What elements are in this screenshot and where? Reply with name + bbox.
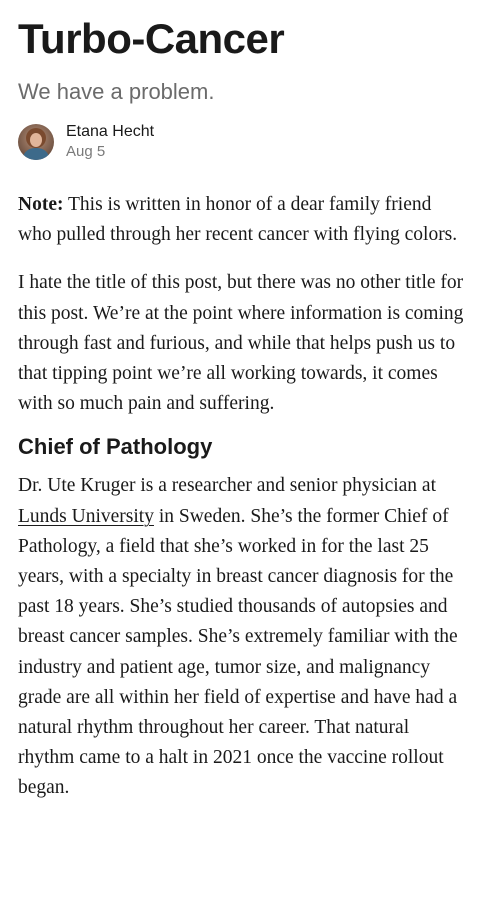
intro-paragraph: I hate the title of this post, but there was no other title for this post. We’re at the point where information is coming through fast and furious, and while that helps push us to that tipping point we’re all working towards, it comes with so much pain and suffering. [18, 272, 464, 415]
note-text: This is written in honor of a dear family friend who pulled through her recent cancer with flying colors. [18, 194, 458, 246]
section-heading: Chief of Pathology [18, 434, 213, 460]
note-paragraph [18, 190, 466, 250]
section-paragraph [18, 471, 466, 803]
byline [18, 122, 466, 162]
avatar-image-icon [18, 124, 54, 160]
article-subtitle: We have a problem. [18, 79, 215, 104]
author-name[interactable]: Etana Hecht [66, 123, 155, 140]
article-title: Turbo-Cancer [18, 15, 285, 62]
lunds-university-link[interactable]: Lunds University [18, 505, 154, 527]
author-avatar[interactable] [18, 124, 54, 160]
article [18, 0, 466, 804]
publish-date: Aug 5 [66, 143, 106, 160]
note-label: Note: [18, 194, 64, 215]
section-text-before-link: Dr. Ute Kruger is a researcher and senior physician at [18, 475, 437, 497]
section-text-after-link: in Sweden. She’s the former Chief of Pathology, a field that she’s worked in for the last 25 years, with a specialty in breast cancer diagnosis for the past 18 years. She’s studied thousands of autopsies and breast cancer samples. She’s extremely familiar with the industry and patient age, tumor size, and malignancy grade are all within her field of expertise and have had a natural rhythm throughout her career. That natural rhythm came to a halt in 2021 once the vaccine rollout began. [18, 505, 458, 799]
byline-text [66, 122, 154, 162]
